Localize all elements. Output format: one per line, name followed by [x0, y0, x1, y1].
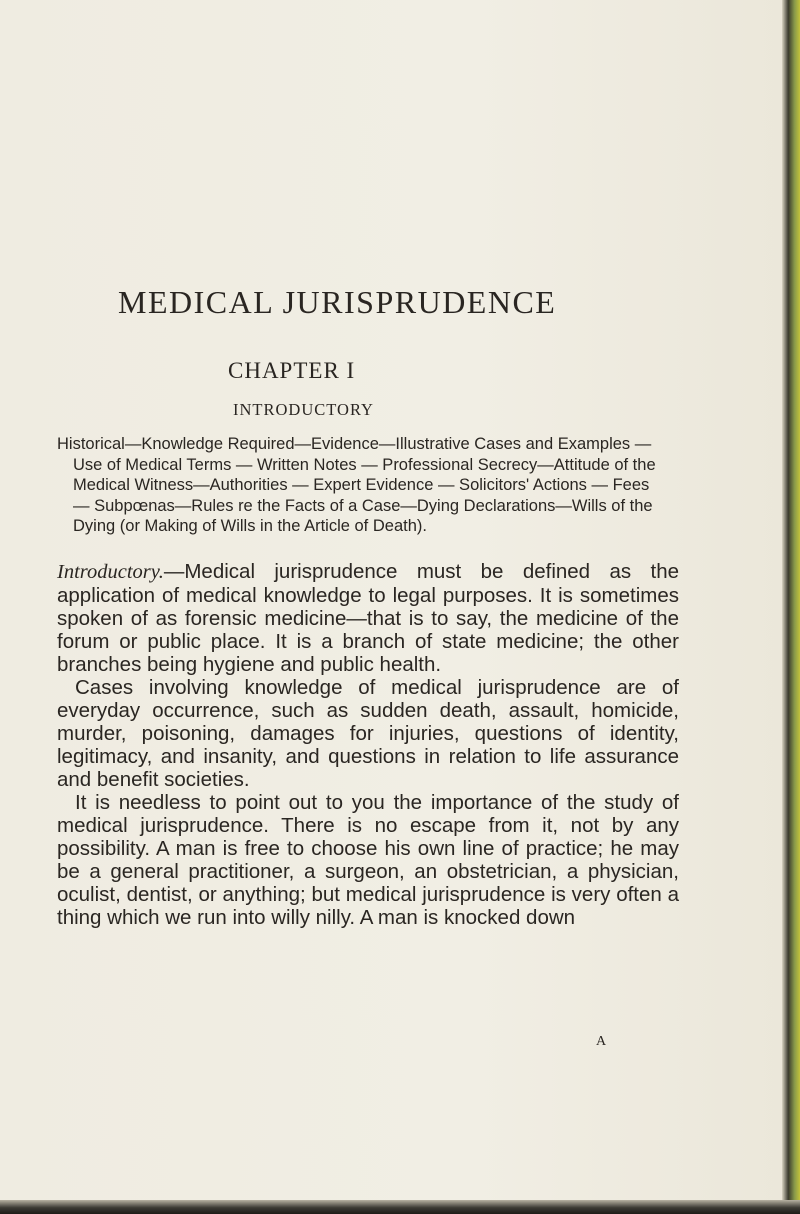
- page-edge-bottom: [0, 1200, 800, 1214]
- paragraph-2: Cases involving knowledge of medical jurisprudence are of everyday occurrence, such as sudden death, assault, homicide, murder, poisoning, damages for injuries, questions of identity, legitimacy, and insanity, and questions in relation to life assurance and benefit societies.: [57, 676, 679, 791]
- signature-mark: A: [596, 1034, 608, 1049]
- paragraph-1-text: —Medical jurisprudence must be defined as the application of medical knowledge to legal purposes. It is sometimes spoken of as forensic medicine—that is to say, the medicine of the forum or public place. It is a branch of state medicine; the other branches being hygiene and public health.: [57, 560, 679, 676]
- chapter-heading: CHAPTER I: [228, 358, 356, 383]
- summary-text: Historical—Knowledge Required—Evidence—Illustrative Cases and Examples — Use of Medical Terms — Written Notes — Professional Secrecy—Attitude of the Medical Witness—Authorities — Expert Evidence — Solicitors' Actions — Fees — Subpœnas—Rules re the Facts of a Case—Dying Declarations—Wills of the Dying (or Making of Wills in the Article of Death).: [57, 435, 656, 535]
- run-in-heading: Introductory.: [57, 561, 164, 583]
- book-title: MEDICAL JURISPRUDENCE: [118, 284, 557, 320]
- paragraph-3: It is needless to point out to you the importance of the study of medical jurisprudence. There is no escape from it, not by any possibility. A man is free to choose his own line of practice; he may be a general practitioner, a surgeon, an obstetrician, a physician, oculist, dentist, or anything; but medical jurisprudence is very often a thing which we run into willy nilly. A man is knocked down: [57, 791, 679, 929]
- body-text: [57, 560, 679, 929]
- page-edge-right: [782, 0, 800, 1214]
- paragraph-1: [57, 560, 679, 676]
- chapter-summary: [57, 434, 667, 537]
- chapter-subheading: INTRODUCTORY: [233, 400, 374, 419]
